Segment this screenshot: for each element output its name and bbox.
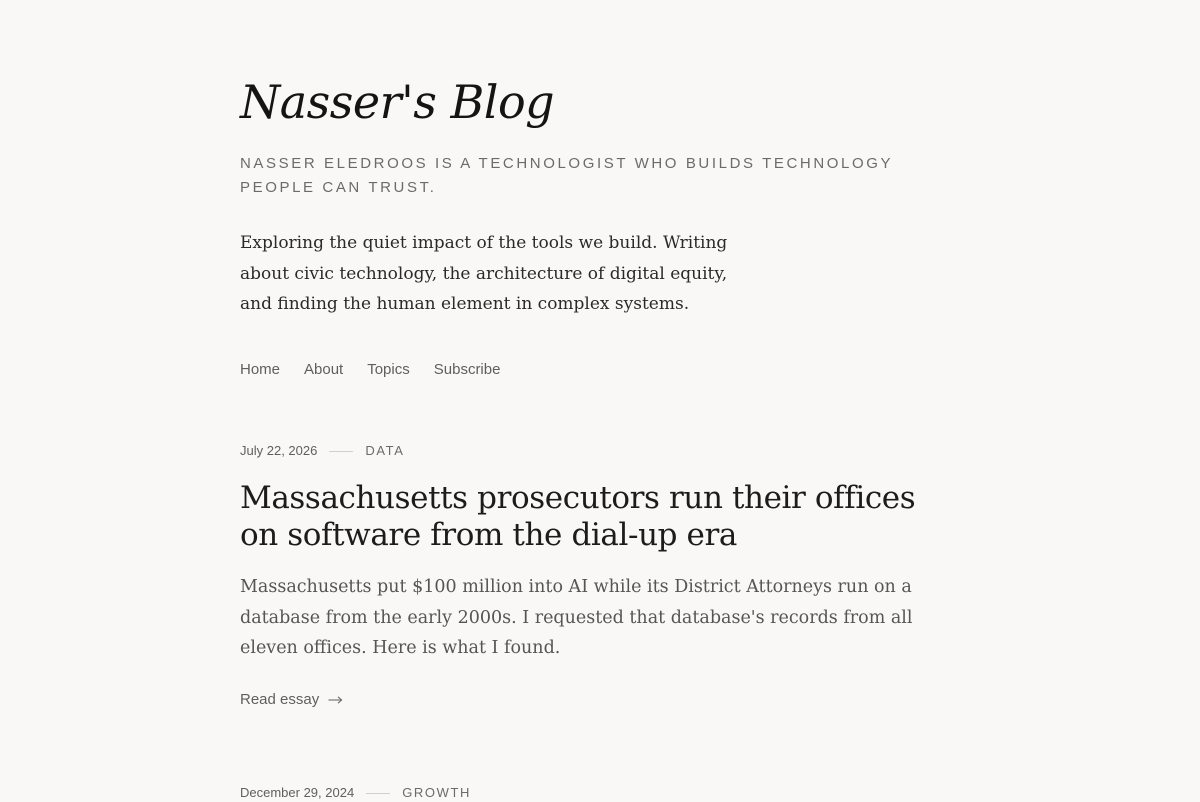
meta-divider [329,451,353,452]
post-title[interactable]: Massachusetts prosecutors run their offices on software from the dial-up era [240,480,916,553]
post-meta [240,784,960,802]
arrow-right-icon [328,695,343,705]
read-essay-label: Read essay [240,690,320,708]
nav-topics-link[interactable]: Topics [367,361,410,378]
post-meta [240,442,960,460]
nav-subscribe-link[interactable]: Subscribe [433,361,501,378]
site-tagline: NASSER ELEDROOS IS A TECHNOLOGIST WHO BUILDS TECHNOLOGY PEOPLE CAN TRUST. [240,155,893,196]
post-topic-tag[interactable]: GROWTH [402,785,471,800]
read-essay-link[interactable] [240,690,343,710]
nav-about-link[interactable]: About [304,361,344,378]
post-date: July 22, 2026 [240,443,318,458]
post-date: December 29, 2024 [240,785,355,800]
nav-home-link[interactable]: Home [240,361,281,378]
post-item [240,442,960,710]
site-title[interactable]: Nasser's Blog [240,75,555,129]
site-intro: Exploring the quiet impact of the tools we build. Writing about civic technology, the architecture of digital equity, and finding the human element in complex systems. [240,233,728,314]
main-nav [240,360,500,380]
post-excerpt: Massachusetts put $100 million into AI while its District Attorneys run on a database from the early 2000s. I requested that database's records from all eleven offices. Here is what I found. [240,577,913,658]
post-topic-tag[interactable]: DATA [365,443,405,458]
post-item [240,784,960,802]
meta-divider [366,793,390,794]
